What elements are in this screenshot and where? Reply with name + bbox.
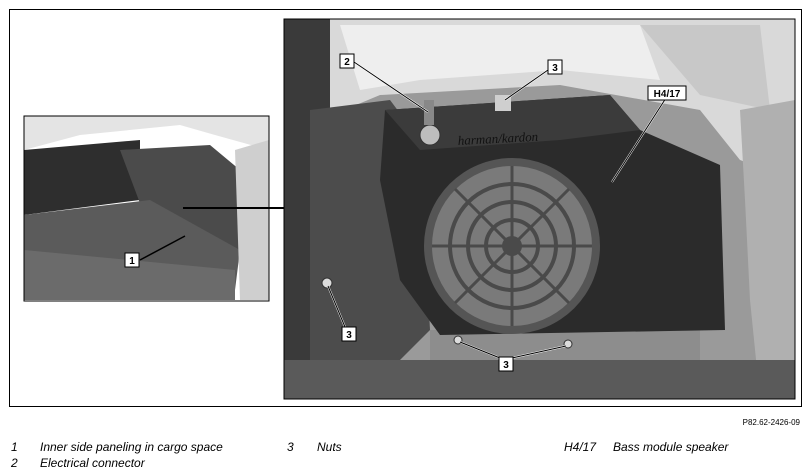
legend-text-3: Nuts — [317, 440, 342, 454]
legend-number-3: 3 — [287, 440, 294, 454]
legend-number-1: 1 — [11, 440, 18, 454]
legend-text-1: Inner side paneling in cargo space — [40, 440, 223, 454]
legend-number-2: 2 — [11, 456, 18, 470]
figure-reference-code: P82.62-2426-09 — [742, 418, 800, 427]
legend-text-2: Electrical connector — [40, 456, 145, 470]
legend-number-h4-17: H4/17 — [564, 440, 597, 454]
speaker-brand-text: harman/kardon — [457, 128, 539, 148]
svg-text:H4/17: H4/17 — [653, 89, 681, 100]
legend-text-h4-17: Bass module speaker — [613, 440, 729, 454]
svg-text:2: 2 — [344, 57, 350, 68]
svg-text:1: 1 — [129, 256, 135, 267]
svg-text:3: 3 — [552, 63, 558, 74]
svg-text:3: 3 — [503, 360, 509, 371]
svg-text:3: 3 — [346, 330, 352, 341]
